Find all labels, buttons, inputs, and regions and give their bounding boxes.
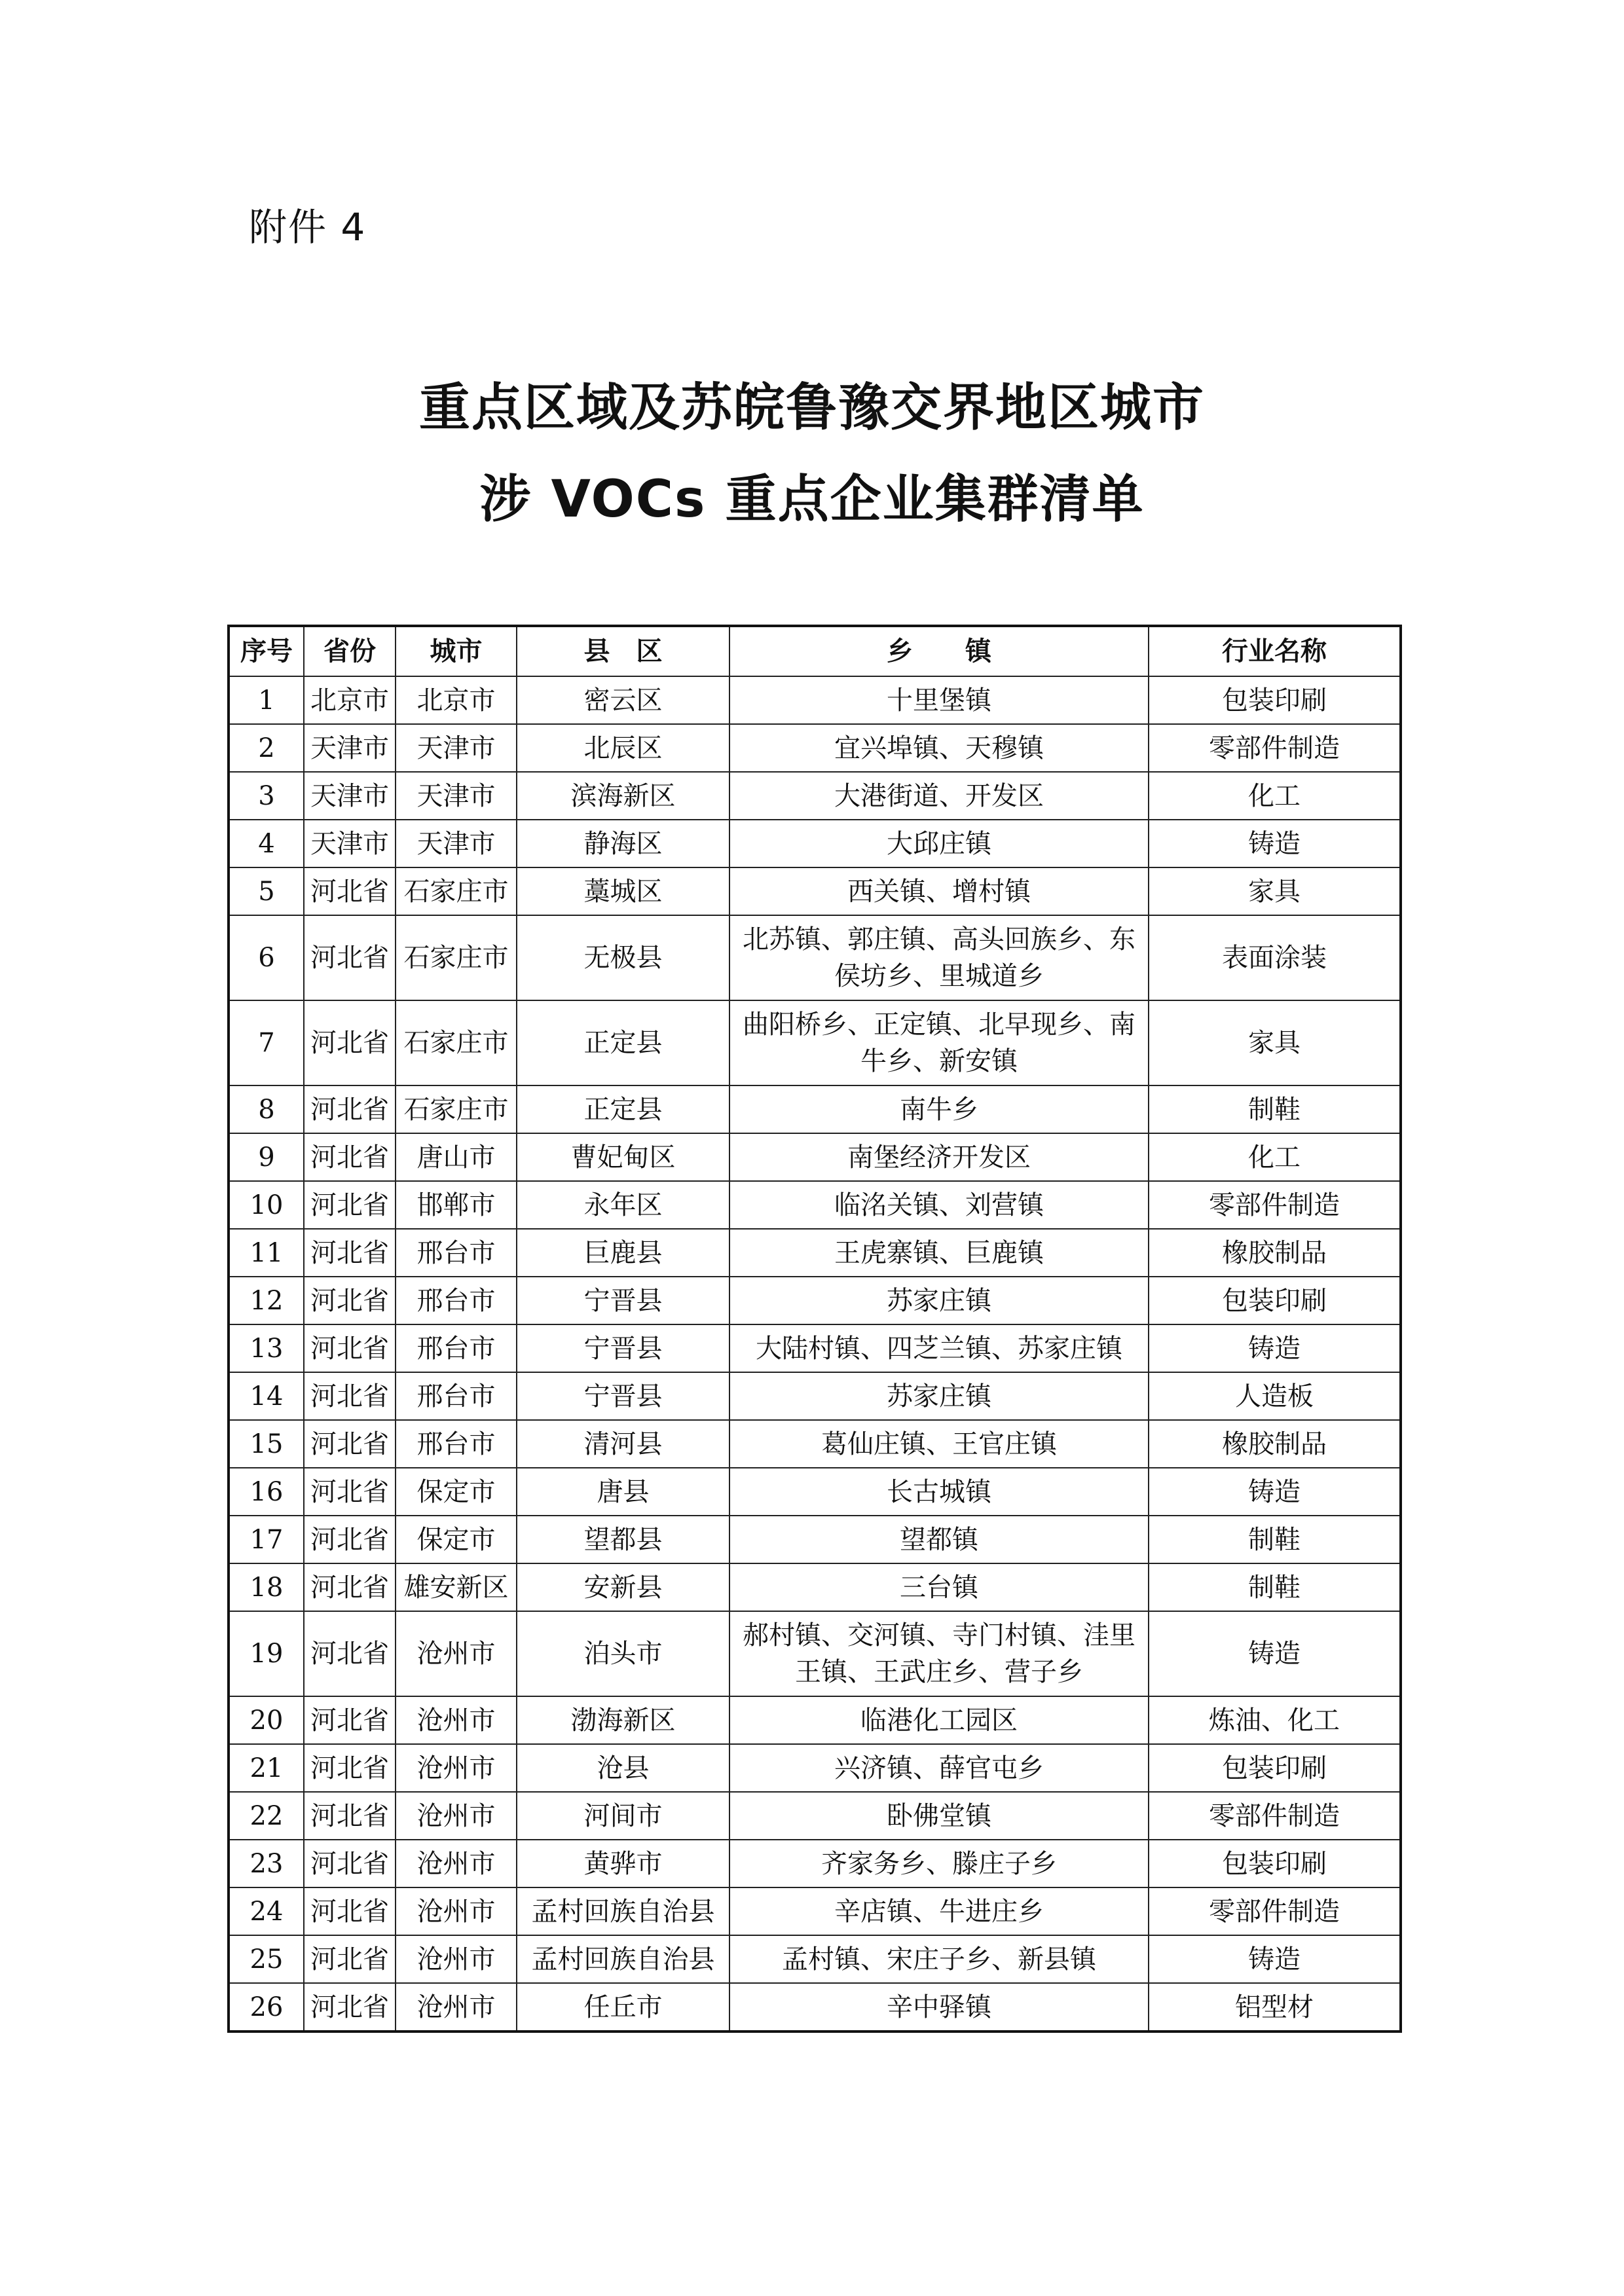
table-row (229, 867, 1401, 915)
table-row (229, 820, 1401, 867)
cell-industry: 化工 (1149, 1133, 1401, 1181)
table-row (229, 1792, 1401, 1840)
cell-county: 宁晋县 (517, 1372, 729, 1420)
cell-province: 河北省 (304, 1420, 396, 1468)
cell-industry: 包装印刷 (1149, 1744, 1401, 1792)
cell-city: 沧州市 (396, 1611, 517, 1696)
cell-province: 河北省 (304, 1563, 396, 1611)
cell-index: 10 (229, 1181, 304, 1229)
cell-town: 兴济镇、薛官屯乡 (729, 1744, 1149, 1792)
cell-index: 26 (229, 1983, 304, 2032)
document-title-line-2: 涉 VOCs 重点企业集群清单 (479, 470, 1145, 529)
cell-province: 河北省 (304, 1744, 396, 1792)
enterprise-cluster-table (227, 625, 1402, 2033)
cell-city: 邯郸市 (396, 1181, 517, 1229)
cell-county: 孟村回族自治县 (517, 1935, 729, 1983)
cell-province: 天津市 (304, 820, 396, 867)
cell-city: 石家庄市 (396, 1000, 517, 1085)
cell-town: 苏家庄镇 (729, 1277, 1149, 1324)
cell-city: 沧州市 (396, 1935, 517, 1983)
cell-city: 沧州市 (396, 1840, 517, 1887)
table-row (229, 1983, 1401, 2032)
table-row (229, 1563, 1401, 1611)
table-row (229, 1085, 1401, 1133)
cell-city: 沧州市 (396, 1744, 517, 1792)
cell-industry: 包装印刷 (1149, 1277, 1401, 1324)
cell-town: 卧佛堂镇 (729, 1792, 1149, 1840)
table-body (229, 676, 1401, 2032)
cell-county: 孟村回族自治县 (517, 1887, 729, 1935)
cell-province: 河北省 (304, 1324, 396, 1372)
cell-town: 葛仙庄镇、王官庄镇 (729, 1420, 1149, 1468)
cell-county: 泊头市 (517, 1611, 729, 1696)
cell-province: 河北省 (304, 1516, 396, 1563)
cell-town: 宜兴埠镇、天穆镇 (729, 724, 1149, 772)
cell-city: 邢台市 (396, 1420, 517, 1468)
cell-province: 河北省 (304, 1085, 396, 1133)
cell-industry: 橡胶制品 (1149, 1229, 1401, 1277)
cell-county: 藁城区 (517, 867, 729, 915)
table-row (229, 724, 1401, 772)
header-province: 省份 (304, 626, 396, 676)
header-industry: 行业名称 (1149, 626, 1401, 676)
table-row (229, 1420, 1401, 1468)
table-row (229, 676, 1401, 724)
table-row (229, 1744, 1401, 1792)
cell-county: 黄骅市 (517, 1840, 729, 1887)
cell-index: 25 (229, 1935, 304, 1983)
cell-industry: 家具 (1149, 1000, 1401, 1085)
cell-industry: 制鞋 (1149, 1563, 1401, 1611)
cell-town: 王虎寨镇、巨鹿镇 (729, 1229, 1149, 1277)
cell-province: 河北省 (304, 1277, 396, 1324)
cell-index: 4 (229, 820, 304, 867)
cell-city: 石家庄市 (396, 915, 517, 1000)
cell-town: 南堡经济开发区 (729, 1133, 1149, 1181)
cell-province: 河北省 (304, 1372, 396, 1420)
cell-county: 巨鹿县 (517, 1229, 729, 1277)
cell-city: 邢台市 (396, 1277, 517, 1324)
cell-province: 河北省 (304, 1887, 396, 1935)
cell-province: 天津市 (304, 772, 396, 820)
table-row (229, 1696, 1401, 1744)
cell-town: 苏家庄镇 (729, 1372, 1149, 1420)
attachment-label: 附件 4 (249, 205, 367, 249)
cell-county: 宁晋县 (517, 1324, 729, 1372)
cell-industry: 表面涂装 (1149, 915, 1401, 1000)
cell-town: 南牛乡 (729, 1085, 1149, 1133)
cell-industry: 制鞋 (1149, 1085, 1401, 1133)
cell-city: 邢台市 (396, 1372, 517, 1420)
cell-province: 河北省 (304, 1000, 396, 1085)
cell-province: 天津市 (304, 724, 396, 772)
cell-county: 密云区 (517, 676, 729, 724)
cell-index: 19 (229, 1611, 304, 1696)
cell-industry: 铸造 (1149, 1935, 1401, 1983)
cell-city: 唐山市 (396, 1133, 517, 1181)
cell-town: 曲阳桥乡、正定镇、北早现乡、南牛乡、新安镇 (729, 1000, 1149, 1085)
cell-county: 安新县 (517, 1563, 729, 1611)
header-town: 乡 镇 (729, 626, 1149, 676)
cell-town: 辛中驿镇 (729, 1983, 1149, 2032)
cell-city: 保定市 (396, 1516, 517, 1563)
cell-town: 十里堡镇 (729, 676, 1149, 724)
cell-town: 西关镇、增村镇 (729, 867, 1149, 915)
cell-industry: 化工 (1149, 772, 1401, 820)
cell-county: 北辰区 (517, 724, 729, 772)
table-row (229, 1000, 1401, 1085)
cell-province: 河北省 (304, 1935, 396, 1983)
cell-city: 天津市 (396, 820, 517, 867)
cell-province: 河北省 (304, 1840, 396, 1887)
table-row (229, 1229, 1401, 1277)
cell-index: 9 (229, 1133, 304, 1181)
cell-index: 11 (229, 1229, 304, 1277)
header-city: 城市 (396, 626, 517, 676)
cell-city: 沧州市 (396, 1696, 517, 1744)
cell-industry: 铸造 (1149, 1468, 1401, 1516)
cell-county: 渤海新区 (517, 1696, 729, 1744)
cell-index: 22 (229, 1792, 304, 1840)
table-row (229, 1611, 1401, 1696)
cell-industry: 铸造 (1149, 1611, 1401, 1696)
cell-industry: 零部件制造 (1149, 1181, 1401, 1229)
cell-index: 14 (229, 1372, 304, 1420)
cell-industry: 包装印刷 (1149, 1840, 1401, 1887)
cell-county: 宁晋县 (517, 1277, 729, 1324)
cell-industry: 零部件制造 (1149, 724, 1401, 772)
cell-county: 无极县 (517, 915, 729, 1000)
table-row (229, 1468, 1401, 1516)
cell-index: 18 (229, 1563, 304, 1611)
table-row (229, 1133, 1401, 1181)
cell-county: 望都县 (517, 1516, 729, 1563)
cell-index: 5 (229, 867, 304, 915)
cell-index: 6 (229, 915, 304, 1000)
cell-province: 河北省 (304, 1983, 396, 2032)
cell-index: 2 (229, 724, 304, 772)
cell-index: 1 (229, 676, 304, 724)
cell-city: 沧州市 (396, 1792, 517, 1840)
cell-county: 静海区 (517, 820, 729, 867)
cell-province: 河北省 (304, 1133, 396, 1181)
cell-county: 永年区 (517, 1181, 729, 1229)
cell-index: 15 (229, 1420, 304, 1468)
cell-city: 沧州市 (396, 1887, 517, 1935)
cell-town: 齐家务乡、滕庄子乡 (729, 1840, 1149, 1887)
cell-province: 河北省 (304, 1229, 396, 1277)
cell-province: 河北省 (304, 1792, 396, 1840)
header-row (229, 626, 1401, 676)
cell-county: 清河县 (517, 1420, 729, 1468)
table-row (229, 1372, 1401, 1420)
cell-index: 7 (229, 1000, 304, 1085)
cell-county: 滨海新区 (517, 772, 729, 820)
table-row (229, 772, 1401, 820)
cell-industry: 零部件制造 (1149, 1887, 1401, 1935)
cell-town: 大邱庄镇 (729, 820, 1149, 867)
cell-county: 正定县 (517, 1000, 729, 1085)
cell-town: 孟村镇、宋庄子乡、新县镇 (729, 1935, 1149, 1983)
cell-province: 河北省 (304, 1696, 396, 1744)
cell-industry: 炼油、化工 (1149, 1696, 1401, 1744)
table-row (229, 1516, 1401, 1563)
cell-city: 石家庄市 (396, 867, 517, 915)
cell-county: 正定县 (517, 1085, 729, 1133)
cell-town: 临港化工园区 (729, 1696, 1149, 1744)
cell-city: 天津市 (396, 772, 517, 820)
cell-county: 曹妃甸区 (517, 1133, 729, 1181)
cell-index: 24 (229, 1887, 304, 1935)
cell-town: 三台镇 (729, 1563, 1149, 1611)
document-title-line-1: 重点区域及苏皖鲁豫交界地区城市 (418, 378, 1205, 437)
cell-city: 邢台市 (396, 1324, 517, 1372)
cell-town: 长古城镇 (729, 1468, 1149, 1516)
table-row (229, 1324, 1401, 1372)
cell-index: 17 (229, 1516, 304, 1563)
header-county: 县 区 (517, 626, 729, 676)
cell-index: 23 (229, 1840, 304, 1887)
header-index: 序号 (229, 626, 304, 676)
cell-industry: 橡胶制品 (1149, 1420, 1401, 1468)
cell-county: 河间市 (517, 1792, 729, 1840)
cell-industry: 铸造 (1149, 1324, 1401, 1372)
cell-index: 13 (229, 1324, 304, 1372)
cell-index: 8 (229, 1085, 304, 1133)
cell-town: 大港街道、开发区 (729, 772, 1149, 820)
cell-industry: 铸造 (1149, 820, 1401, 867)
cell-province: 北京市 (304, 676, 396, 724)
cell-city: 邢台市 (396, 1229, 517, 1277)
cell-province: 河北省 (304, 867, 396, 915)
cell-index: 16 (229, 1468, 304, 1516)
cell-province: 河北省 (304, 915, 396, 1000)
cell-town: 北苏镇、郭庄镇、高头回族乡、东侯坊乡、里城道乡 (729, 915, 1149, 1000)
cell-town: 大陆村镇、四芝兰镇、苏家庄镇 (729, 1324, 1149, 1372)
cell-industry: 包装印刷 (1149, 676, 1401, 724)
cell-province: 河北省 (304, 1611, 396, 1696)
cell-town: 辛店镇、牛进庄乡 (729, 1887, 1149, 1935)
cell-province: 河北省 (304, 1181, 396, 1229)
cell-province: 河北省 (304, 1468, 396, 1516)
cell-city: 北京市 (396, 676, 517, 724)
cell-city: 雄安新区 (396, 1563, 517, 1611)
cell-industry: 零部件制造 (1149, 1792, 1401, 1840)
table-row (229, 915, 1401, 1000)
table-row (229, 1277, 1401, 1324)
cell-city: 沧州市 (396, 1983, 517, 2032)
cell-index: 12 (229, 1277, 304, 1324)
cell-industry: 铝型材 (1149, 1983, 1401, 2032)
cell-city: 石家庄市 (396, 1085, 517, 1133)
cell-city: 保定市 (396, 1468, 517, 1516)
cell-index: 21 (229, 1744, 304, 1792)
table-row (229, 1181, 1401, 1229)
cell-county: 沧县 (517, 1744, 729, 1792)
table-row (229, 1935, 1401, 1983)
cell-industry: 人造板 (1149, 1372, 1401, 1420)
cell-city: 天津市 (396, 724, 517, 772)
cell-industry: 家具 (1149, 867, 1401, 915)
cell-county: 唐县 (517, 1468, 729, 1516)
cell-index: 20 (229, 1696, 304, 1744)
cell-town: 望都镇 (729, 1516, 1149, 1563)
cell-town: 临洺关镇、刘营镇 (729, 1181, 1149, 1229)
cell-county: 任丘市 (517, 1983, 729, 2032)
cell-index: 3 (229, 772, 304, 820)
cell-industry: 制鞋 (1149, 1516, 1401, 1563)
table-row (229, 1840, 1401, 1887)
table-header (229, 626, 1401, 676)
table-row (229, 1887, 1401, 1935)
cell-town: 郝村镇、交河镇、寺门村镇、洼里王镇、王武庄乡、营子乡 (729, 1611, 1149, 1696)
